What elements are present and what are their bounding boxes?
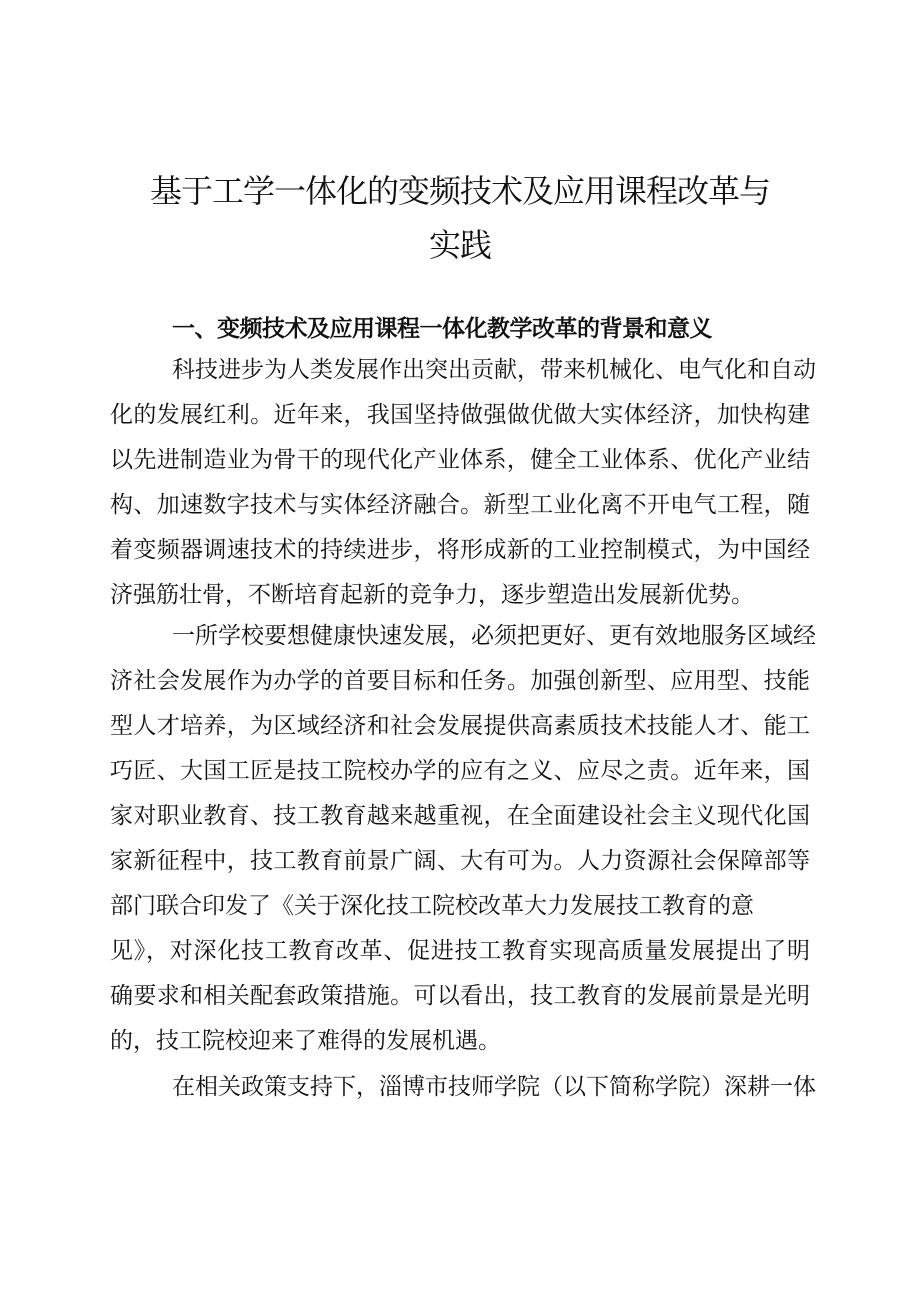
- paragraph-line: 部门联合印发了《关于深化技工院校改革大力发展技工教育的意: [110, 893, 754, 919]
- document-title-line-2: 实践: [428, 226, 491, 264]
- paragraph-line: 化的发展红利。近年来，我国坚持做强做优做大实体经济，加快构建: [110, 402, 810, 428]
- paragraph-line: 济社会发展作为办学的首要目标和任务。加强创新型、应用型、技能: [110, 668, 810, 694]
- document-title-line-1: 基于工学一体化的变频技术及应用课程改革与: [149, 172, 770, 210]
- paragraph-line: 一所学校要想健康快速发展，必须把更好、更有效地服务区域经: [172, 623, 816, 649]
- paragraph-line: 确要求和相关配套政策措施。可以看出，技工教育的发展前景是光明: [110, 983, 810, 1009]
- paragraph-line: 科技进步为人类发展作出突出贡献，带来机械化、电气化和自动: [172, 357, 816, 383]
- paragraph-line: 家新征程中，技工教育前景广阔、大有可为。人力资源社会保障部等: [110, 848, 810, 874]
- paragraph-line: 构、加速数字技术与实体经济融合。新型工业化离不开电气工程，随: [110, 492, 810, 518]
- paragraph-line: 以先进制造业为骨干的现代化产业体系，健全工业体系、优化产业结: [110, 447, 810, 473]
- paragraph-line: 型人才培养，为区域经济和社会发展提供高素质技术技能人才、能工: [110, 713, 810, 739]
- paragraph-line: 家对职业教育、技工教育越来越重视，在全面建设社会主义现代化国: [110, 803, 810, 829]
- paragraph-line: 着变频器调速技术的持续进步，将形成新的工业控制模式，为中国经: [110, 537, 810, 563]
- paragraph-line: 见》，对深化技工教育改革、促进技工教育实现高质量发展提出了明: [110, 938, 810, 964]
- paragraph-line: 的，技工院校迎来了难得的发展机遇。: [110, 1028, 501, 1054]
- paragraph-line: 在相关政策支持下，淄博市技师学院（以下简称学院）深耕一体: [172, 1074, 816, 1100]
- paragraph-line: 济强筋壮骨，不断培育起新的竞争力，逐步塑造出发展新优势。: [110, 582, 754, 608]
- section-heading: 一、变频技术及应用课程一体化教学改革的背景和意义: [172, 316, 712, 342]
- paragraph-line: 巧匠、大国工匠是技工院校办学的应有之义、应尽之责。近年来，国: [110, 758, 810, 784]
